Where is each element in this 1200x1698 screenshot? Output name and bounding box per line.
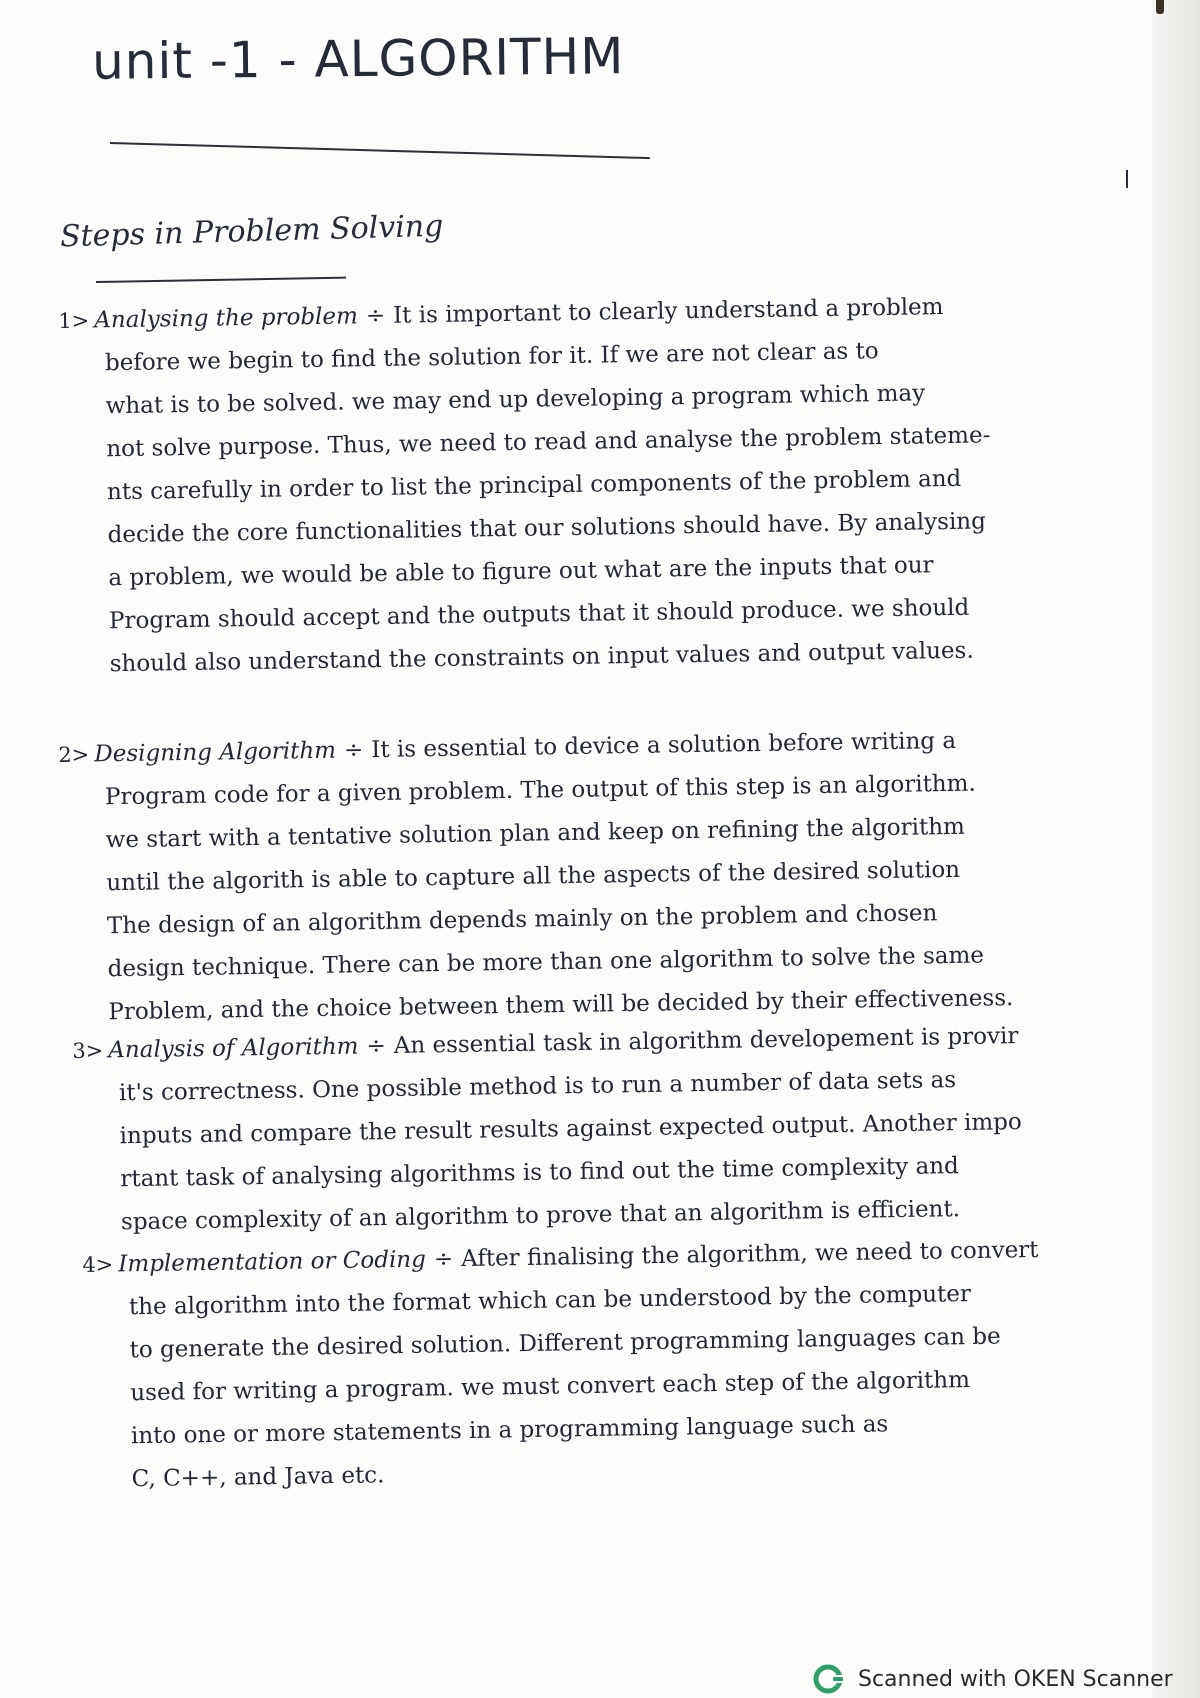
step-text-line: should also understand the constraints on input values and output values. [109,637,974,678]
step-text-line: not solve purpose. Thus, we need to read and analyse the problem stateme- [106,422,991,463]
step-text-line: The design of an algorithm depends mainly on the problem and chosen [106,900,938,940]
oken-scanner-logo-icon [812,1662,846,1696]
step-number: 2> [58,742,90,767]
step-text-line: decide the core functionalities that our solutions should have. By analysing [107,508,987,549]
step-text-line: After finalising the algorithm, we need to convert [460,1236,1039,1273]
step-heading: Analysis of Algorithm [108,1033,359,1064]
step-text-line: a problem, we would be able to figure out what are the inputs that our [108,552,934,592]
step-text-line: inputs and compare the result results against expected output. Another impo [119,1109,1022,1150]
step-text-line: into one or more statements in a programming language such as [130,1411,889,1450]
step-text-line: it's correctness. One possible method is to run a number of data sets as [118,1067,957,1107]
step-text-line: nts carefully in order to list the principal components of the problem and [106,465,962,506]
page-title: unit -1 - ALGORITHM [91,27,625,91]
step-text-line: An essential task in algorithm developement is provir [393,1023,1019,1059]
step-text-line: design technique. There can be more than one algorithm to solve the same [107,942,985,983]
step-number: 1> [58,308,90,333]
step-text-line: Problem, and the choice between them will be decided by their effectiveness. [108,985,1014,1026]
title-underline [110,142,650,159]
step-text-line: before we begin to find the solution for it. If we are not clear as to [104,338,879,377]
step-heading: Designing Algorithm [94,737,337,768]
step-text-line: to generate the desired solution. Different programming languages can be [129,1323,1001,1364]
step-text-line: It is important to clearly understand a problem [392,294,944,329]
section-heading: Steps in Problem Solving [59,208,444,255]
watermark-text: Scanned with OKEN Scanner [858,1666,1173,1692]
step-text-line: until the algorith is able to capture all the aspects of the desired solution [106,856,961,897]
step-text-line: used for writing a program. we must convert each step of the algorithm [130,1367,971,1407]
step-text-line: Program code for a given problem. The output of this step is an algorithm. [104,770,976,811]
step-text-line: It is essential to device a solution before writing a [371,727,957,764]
step-separator: ÷ [343,737,364,764]
step-implementation-coding [82,1227,1166,1502]
step-separator: ÷ [366,1033,386,1060]
step-text-line: space complexity of an algorithm to prove that an algorithm is efficient. [120,1196,961,1236]
step-text-line: what is to be solved. we may end up developing a program which may [105,380,926,420]
step-analysis-of-algorithm [72,1013,1155,1245]
step-text-line: we start with a tentative solution plan and keep on refining the algorithm [105,813,966,854]
step-separator: ÷ [433,1246,454,1273]
step-heading: Analysing the problem [94,303,359,334]
step-text-line: rtant task of analysing algorithms is to find out the time complexity and [120,1153,959,1193]
step-number: 3> [72,1038,104,1063]
page-edge-mark [1156,0,1164,14]
scanner-watermark [812,1662,1173,1696]
step-heading: Implementation or Coding [118,1246,427,1278]
step-designing-algorithm [58,717,1143,1035]
step-separator: ÷ [365,302,386,330]
section-heading-underline [96,277,346,283]
margin-tick-mark [1126,170,1128,188]
step-text-line: Program should accept and the outputs that it should produce. we should [108,594,970,635]
step-number: 4> [82,1252,114,1277]
step-text-line: C, C++, and Java etc. [131,1462,385,1493]
step-text-line: the algorithm into the format which can be understood by the computer [128,1281,972,1321]
step-analysing-problem [58,283,1144,687]
